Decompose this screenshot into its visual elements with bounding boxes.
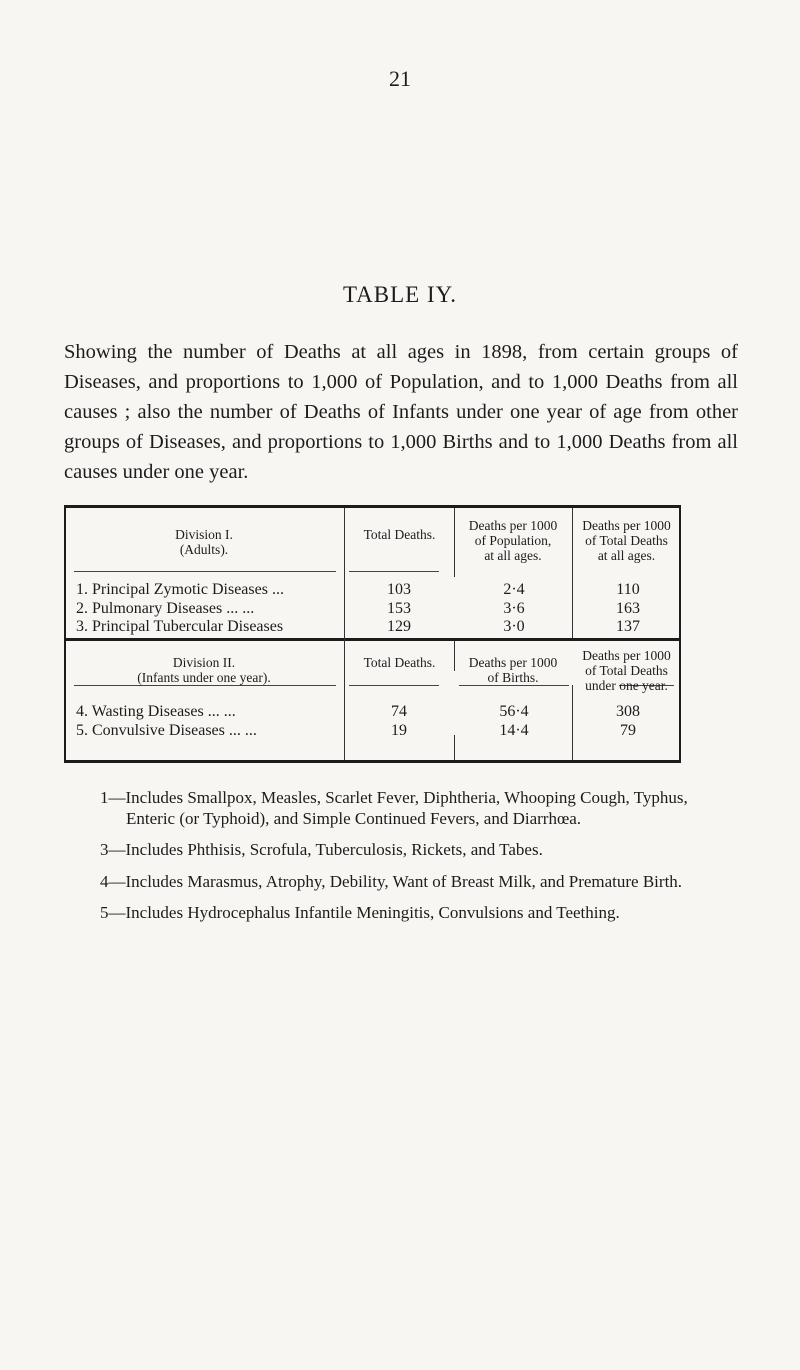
division1-total-header: Total Deaths.: [363, 527, 436, 542]
table-left-rule: [64, 505, 66, 763]
division1-per-deaths-line2: of Total Deaths: [585, 533, 668, 548]
table-row-label: 3. Principal Tubercular Diseases: [76, 618, 284, 635]
division1-per-pop-line2: of Population,: [474, 533, 552, 548]
column-divider-2b: [454, 641, 455, 671]
footnote: 3—Includes Phthisis, Scrofula, Tuberculosis, Rickets, and Tabes.: [100, 840, 543, 859]
division1-subtitle: (Adults).: [179, 542, 229, 557]
division1-title: Division I.: [175, 527, 233, 542]
table-cell-total: 19: [391, 722, 407, 739]
header2-underline-3: [459, 685, 569, 686]
table-title: TABLE IY.: [342, 282, 458, 307]
table-cell-per-pop: 3·0: [503, 618, 525, 635]
table-cell-per-pop: 3·6: [503, 600, 525, 617]
table-cell-total: 153: [387, 600, 411, 617]
table-cell-per-births: 56·4: [499, 703, 529, 720]
column-divider-1: [344, 508, 345, 760]
column-divider-2c: [454, 735, 455, 760]
column-divider-3b: [572, 685, 573, 760]
division2-header: [69, 655, 339, 685]
table-top-rule: [64, 505, 681, 508]
intro-paragraph: Showing the number of Deaths at all ages in 1898, from certain groups of Diseases, and proportions to 1,000 of Population, and to 1,000 Deaths from all causes ; also the number of Deaths of Infants under one year of age from other groups of Diseases, and proportions to 1,000 Births and to 1,000 Deaths from all causes under one year.: [64, 341, 738, 483]
header2-underline: [74, 685, 336, 686]
mortality-table: [64, 505, 681, 763]
table-row-label: 5. Convulsive Diseases ... ...: [76, 722, 257, 739]
division1-per-pop-header: [456, 518, 570, 563]
division2-per-deaths-line2: of Total Deaths: [585, 663, 668, 678]
footnote: 4—Includes Marasmus, Atrophy, Debility, Want of Breast Milk, and Premature Birth.: [100, 871, 683, 891]
division2-per-births-header: [456, 655, 570, 685]
column-divider-3a: [572, 508, 573, 638]
division1-header: [69, 527, 339, 557]
division2-per-deaths-line1: Deaths per 1000: [582, 648, 671, 663]
footnote: 5—Includes Hydrocephalus Infantile Meningitis, Convulsions and Teething.: [100, 903, 620, 922]
division2-subtitle: (Infants under one year).: [137, 670, 271, 685]
table-cell-total: 74: [391, 703, 407, 720]
table-cell-per-deaths: 79: [620, 722, 636, 739]
division1-per-deaths-line3: at all ages.: [597, 548, 656, 563]
header2-underline-2: [349, 685, 439, 686]
page-number: 21: [389, 66, 411, 91]
header1-underline: [74, 571, 336, 572]
division2-per-deaths-line3: under one year.: [585, 678, 668, 693]
table-bottom-rule: [64, 760, 681, 763]
division1-per-deaths-line1: Deaths per 1000: [582, 518, 671, 533]
table-cell-per-deaths: 308: [616, 703, 640, 720]
table-row-label: 1. Principal Zymotic Diseases ...: [76, 581, 284, 598]
table-cell-per-births: 14·4: [499, 722, 529, 739]
table-row-label: 4. Wasting Diseases ... ...: [76, 703, 236, 720]
division2-per-deaths-header: [574, 648, 679, 693]
table-cell-per-pop: 2·4: [503, 581, 525, 598]
footnotes: [100, 788, 720, 935]
footnote: 1—Includes Smallpox, Measles, Scarlet Fever, Diphtheria, Whooping Cough, Typhus, Enteric (or Typhoid), and Simple Continued Fevers, and Diarrhœa.: [100, 788, 688, 828]
division2-per-births-line1: Deaths per 1000: [468, 655, 558, 670]
division-separator-rule: [64, 638, 681, 641]
table-cell-per-deaths: 163: [616, 600, 640, 617]
division2-title: Division II.: [172, 655, 236, 670]
division1-per-pop-line1: Deaths per 1000: [468, 518, 558, 533]
table-row-label: 2. Pulmonary Diseases ... ...: [76, 600, 255, 617]
division2-total-header: Total Deaths.: [363, 655, 436, 670]
header1-underline-2: [349, 571, 439, 572]
table-right-rule: [679, 505, 681, 763]
column-divider-2a: [454, 508, 455, 577]
division1-per-deaths-header: [574, 518, 679, 563]
table-cell-total: 129: [387, 618, 411, 635]
table-cell-total: 103: [387, 581, 411, 598]
division2-per-births-line2: of Births.: [487, 670, 539, 685]
table-cell-per-deaths: 137: [616, 618, 640, 635]
division1-per-pop-line3: at all ages.: [484, 548, 542, 563]
table-cell-per-deaths: 110: [616, 581, 640, 598]
